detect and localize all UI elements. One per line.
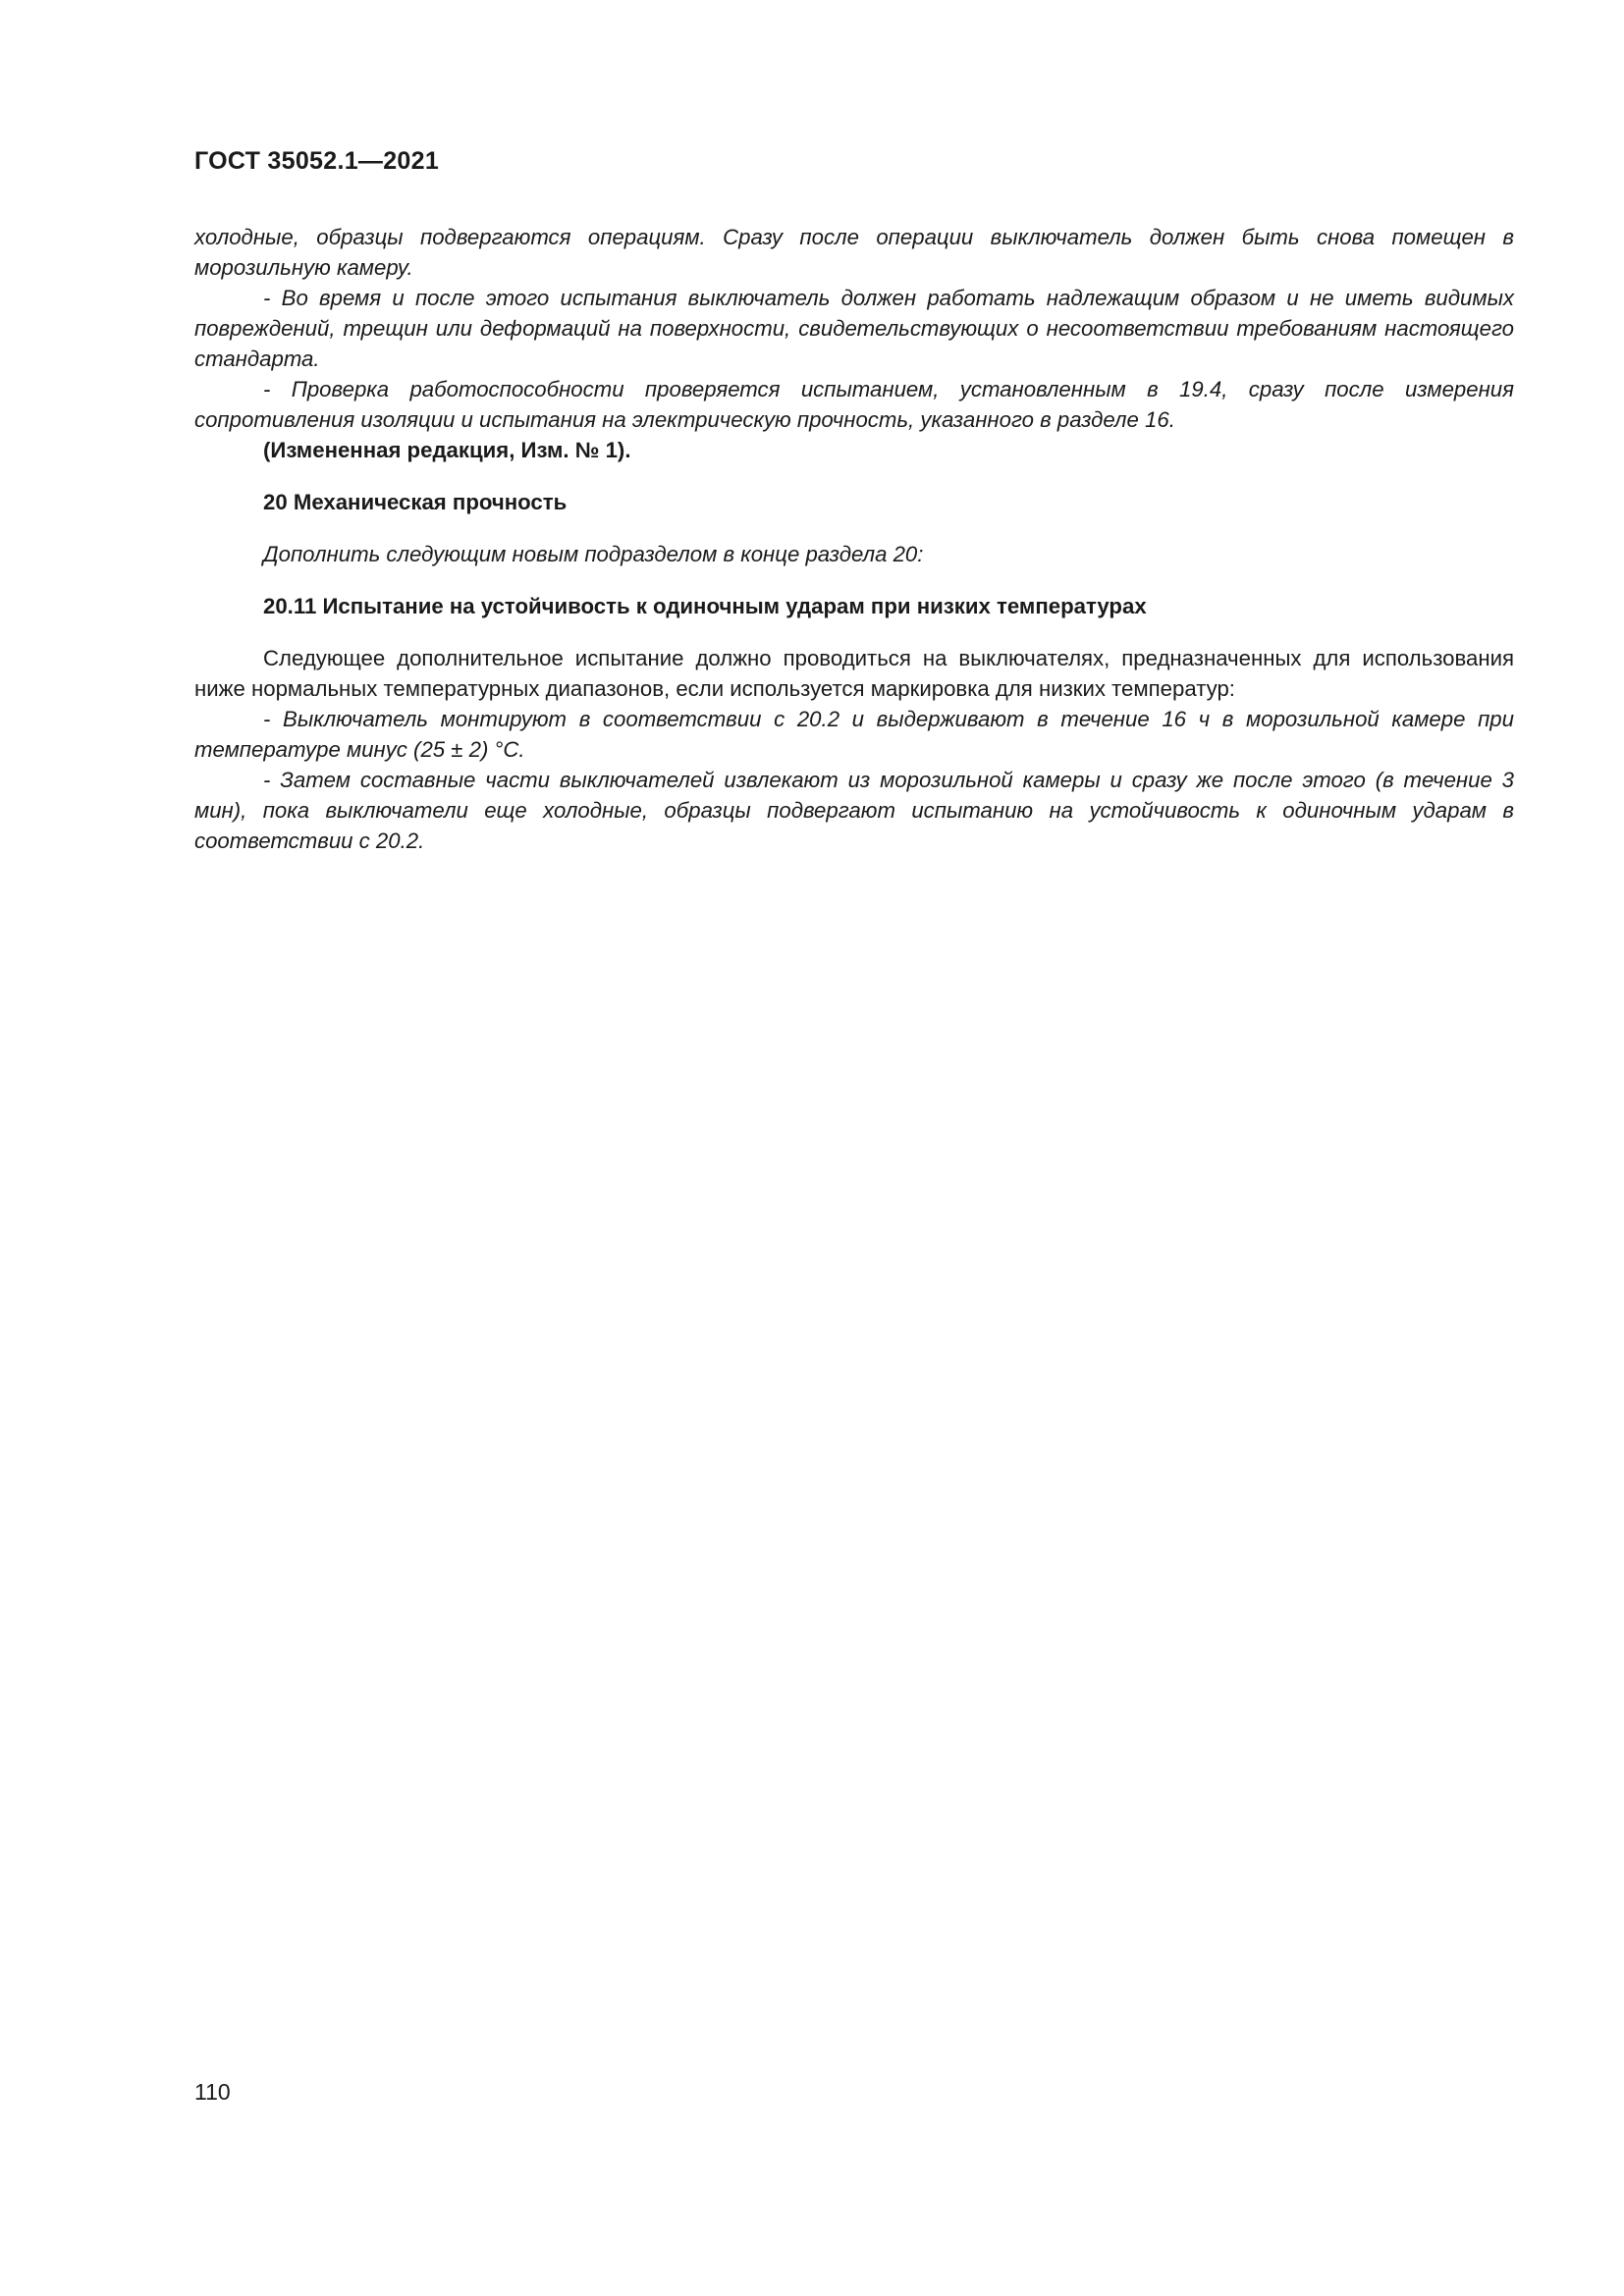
amendment-instruction: Дополнить следующим новым подразделом в конце раздела 20: — [263, 542, 924, 566]
document-header: ГОСТ 35052.1—2021 — [194, 147, 440, 175]
amendment-note: (Измененная редакция, Изм. № 1). — [263, 438, 631, 462]
paragraph-operation-check: - Во время и после этого испытания выключатель должен работать надлежащим образом и не иметь видимых повреждений, трещин или деформаций на поверхности, свидетельствующих о несоответствии требованиям настоящего стандарта. — [194, 286, 1514, 371]
paragraph-additional-test: Следующее дополнительное испытание должно проводиться на выключателях, предназначенных для использования ниже нормальных температурных диапазонов, если используется маркировка для низких температур: — [194, 646, 1514, 701]
paragraph-impact-test: - Затем составные части выключателей извлекают из морозильной камеры и сразу же после этого (в течение 3 мин), пока выключатели еще холодные, образцы подвергают испытанию на устойчивость к одиночным ударам в соответствии с 20.2. — [194, 768, 1514, 853]
paragraph-mounting: - Выключатель монтируют в соответствии с 20.2 и выдерживают в течение 16 ч в морозильной камере при температуре минус (25 ± 2) °С. — [194, 707, 1514, 762]
paragraph-continuation: холодные, образцы подвергаются операциям. Сразу после операции выключатель должен быть снова помещен в морозильную камеру. — [194, 225, 1514, 280]
paragraph-performance-check: - Проверка работоспособности проверяется испытанием, установленным в 19.4, сразу после измерения сопротивления изоляции и испытания на электрическую прочность, указанного в разделе 16. — [194, 377, 1514, 432]
page-number: 110 — [194, 2079, 231, 2105]
document-body — [194, 222, 1514, 856]
subsection-heading: 20.11 Испытание на устойчивость к одиночным ударам при низких температурах — [263, 594, 1147, 618]
section-heading: 20 Механическая прочность — [263, 490, 568, 514]
